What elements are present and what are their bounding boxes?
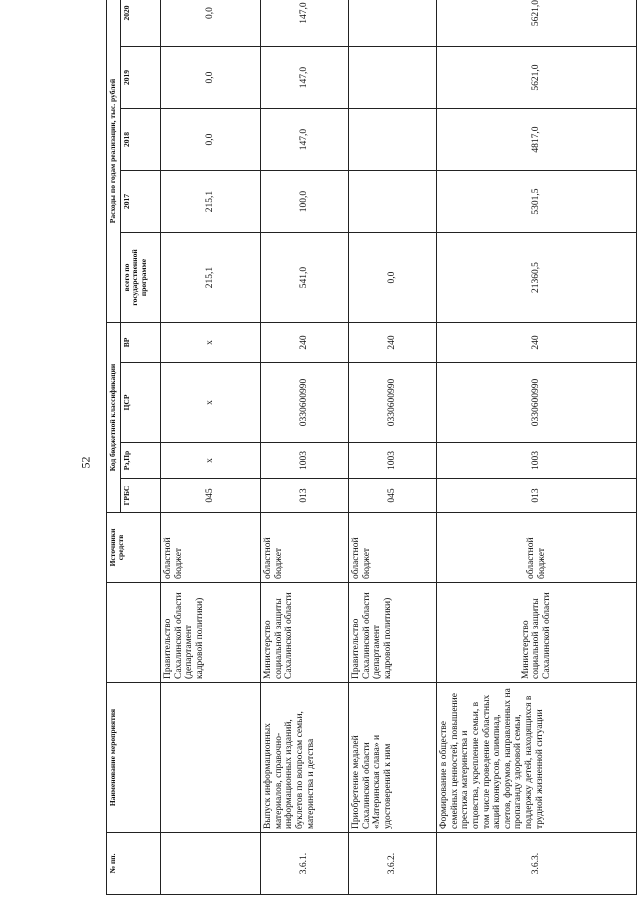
header-total: всего по государственной программе [121,233,161,323]
cell-no [161,833,261,895]
cell-total: 215,1 [161,233,261,323]
cell-2018 [349,109,437,171]
table-wrapper [106,0,636,895]
cell-rzpr: 1003 [437,443,637,479]
cell-grbs: 045 [349,479,437,513]
cell-2019: 147,0 [261,47,349,109]
cell-csr: 0330600990 [261,363,349,443]
header-rzpr: Рз,Пр [121,443,161,479]
header-executor [107,583,161,683]
cell-2019: 5621,0 [437,47,637,109]
cell-csr: 0330600990 [437,363,637,443]
cell-2018: 4817,0 [437,109,637,171]
cell-executor: Правительство Сахалинской области (департамент кадровой политики) [349,583,437,683]
page-number: 52 [78,456,93,469]
header-expenses: Расходы по годам реализации, тыс. рублей [107,0,121,323]
table-rotator [106,0,636,895]
cell-executor: Министерство социальной защиты Сахалинской области [261,583,349,683]
table-row [161,0,261,895]
cell-csr: x [161,363,261,443]
cell-executor: Правительство Сахалинской области (департамент кадровой политики) [161,583,261,683]
cell-executor: Министерство социальной защиты Сахалинской области [437,583,637,683]
header-2017: 2017 [121,171,161,233]
cell-2019: 0,0 [161,47,261,109]
header-budget-code: Код бюджетной классификации [107,323,121,513]
header-csr: ЦСР [121,363,161,443]
cell-name: Приобретение медалей Сахалинской области «Материнская слава» и удостоверений к ним [349,683,437,833]
cell-vr: 240 [261,323,349,363]
cell-total: 21360,5 [437,233,637,323]
cell-no: 3.6.3. [437,833,637,895]
cell-grbs: 045 [161,479,261,513]
cell-2020: 0,0 [161,0,261,47]
cell-rzpr: 1003 [349,443,437,479]
cell-source: областной бюджет [349,513,437,583]
table-row [437,0,637,895]
table-row [261,0,349,895]
cell-2017: 5301,5 [437,171,637,233]
cell-2017: 100,0 [261,171,349,233]
cell-total: 541,0 [261,233,349,323]
cell-vr: x [161,323,261,363]
budget-table [106,0,637,895]
cell-no: 3.6.1. [261,833,349,895]
cell-2018: 0,0 [161,109,261,171]
cell-grbs: 013 [261,479,349,513]
header-2020: 2020 [121,0,161,47]
header-vr: ВР [121,323,161,363]
cell-rzpr: x [161,443,261,479]
header-2018: 2018 [121,109,161,171]
header-no: № пп. [107,833,161,895]
cell-2020: 5621,0 [437,0,637,47]
header-grbs: ГРБС [121,479,161,513]
cell-grbs: 013 [437,479,637,513]
cell-source: областной бюджет [437,513,637,583]
cell-2017 [349,171,437,233]
cell-csr: 0330600990 [349,363,437,443]
cell-name: Выпуск информационных материалов, справочно-информационных изданий, буклетов по вопросам семьи, материнства и детства [261,683,349,833]
cell-2019 [349,47,437,109]
header-name: Наименование мероприятия [107,683,161,833]
table-row [349,0,437,895]
cell-vr: 240 [437,323,637,363]
cell-2018: 147,0 [261,109,349,171]
cell-2017: 215,1 [161,171,261,233]
cell-source: областной бюджет [261,513,349,583]
header-source: Источники средств [107,513,161,583]
cell-source: областной бюджет [161,513,261,583]
cell-no: 3.6.2. [349,833,437,895]
header-row-1 [107,0,121,895]
cell-2020: 147,0 [261,0,349,47]
cell-total: 0,0 [349,233,437,323]
cell-name: Формирование в обществе семейных ценностей, повышение престижа материнства и отцовства, укрепление семьи, в том числе проведение областных акций конкурсов, олимпиад, слетов, форумов, направленных на пропаганду здоровой семьи, поддержку детей, находящихся в трудной жизненной ситуации [437,683,637,833]
cell-rzpr: 1003 [261,443,349,479]
cell-name [161,683,261,833]
cell-2020 [349,0,437,47]
cell-vr: 240 [349,323,437,363]
header-2019: 2019 [121,47,161,109]
